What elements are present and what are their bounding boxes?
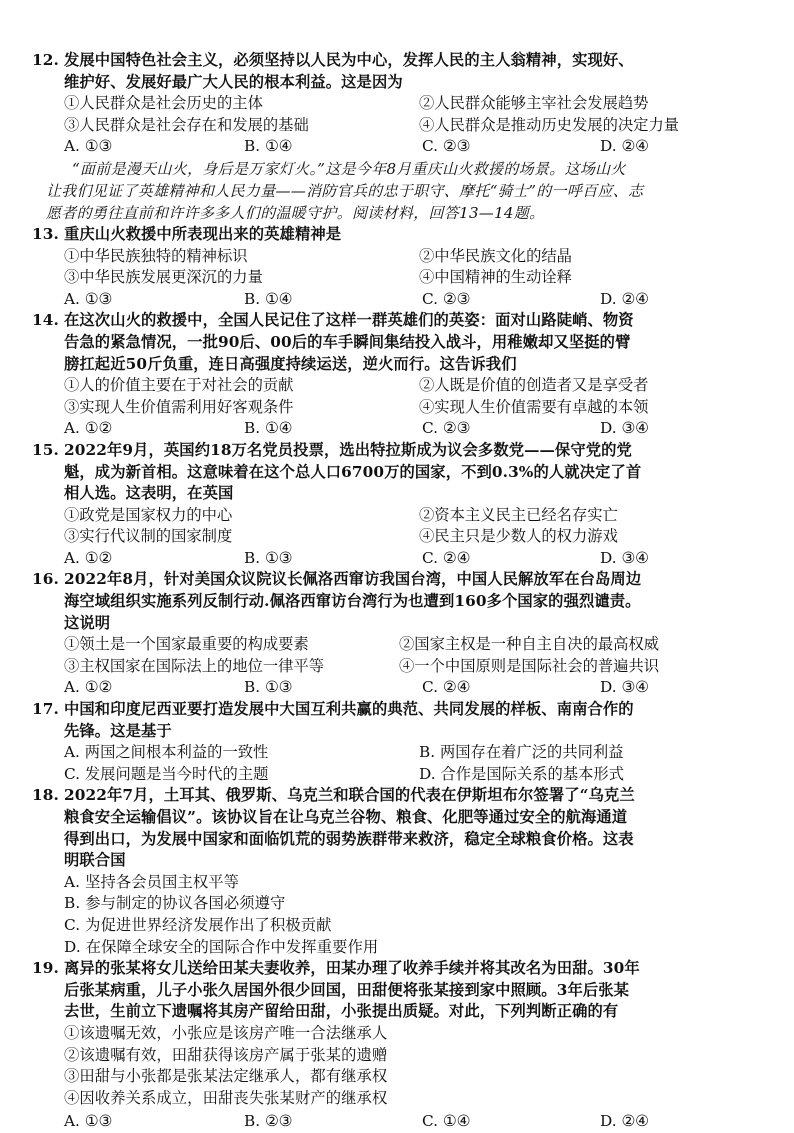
question-stem-line: 中国和印度尼西亚要打造发展中大国互利共赢的典范、共同发展的样板、南南合作的 <box>64 700 634 719</box>
choice-c: C. ②③ <box>422 419 471 438</box>
statement-2: ②资本主义民主已经名存实亡 <box>419 505 618 524</box>
choice-a: A. ①③ <box>64 289 113 308</box>
question-stem-line: 魁，成为新首相。这意味着在这个总人口6700万的国家，不到0.3%的人就决定了首 <box>64 462 642 481</box>
question-17 <box>32 699 754 785</box>
statement-2: ②中华民族文化的结晶 <box>419 246 572 265</box>
choice-b: B. ①③ <box>244 548 293 567</box>
choice-c: C. ②③ <box>422 289 471 308</box>
choice-d: D. ②④ <box>600 137 649 156</box>
choice-c: C. ②③ <box>422 137 471 156</box>
choice-a: A. ①② <box>64 419 113 438</box>
choice-b: B. ②③ <box>244 1112 293 1131</box>
statement-4: ④因收养关系成立，田甜丧失张某财产的继承权 <box>64 1088 388 1107</box>
choice-a: A. 两国之间根本利益的一致性 <box>64 743 269 762</box>
passage-line: 让我们见证了英雄精神和人民力量——消防官兵的忠于职守、摩托“骑士”的一呼百应、志 <box>46 181 644 200</box>
statement-1: ①领土是一个国家最重要的构成要素 <box>64 635 309 654</box>
statement-4: ④一个中国原则是国际社会的普遍共识 <box>399 656 660 675</box>
statement-3: ③田甜与小张都是张某法定继承人，都有继承权 <box>64 1067 388 1086</box>
question-stem-line: 在这次山火的救援中，全国人民记住了这样一群英雄们的英姿：面对山路陡峭、物资 <box>64 311 634 330</box>
question-stem-line: 得到出口，为发展中国家和面临饥荒的弱势族群带来救济，稳定全球粮食价格。这表 <box>64 829 634 848</box>
statement-3: ③人民群众是社会存在和发展的基础 <box>64 115 309 134</box>
question-number: 14. <box>32 311 59 330</box>
choice-c: C. 为促进世界经济发展作出了积极贡献 <box>64 915 332 934</box>
question-15 <box>32 440 754 570</box>
statement-3: ③主权国家在国际法上的地位一律平等 <box>64 656 325 675</box>
question-stem-line: 后张某病重，儿子小张久居国外很少回国，田甜便将张某接到家中照顾。3年后张某 <box>64 980 630 999</box>
choice-c: C. ②④ <box>422 548 471 567</box>
statement-1: ①政党是国家权力的中心 <box>64 505 233 524</box>
question-stem-line: 先锋。这是基于 <box>64 721 172 740</box>
question-stem-line: 2022年9月，英国约18万名党员投票，选出特拉斯成为议会多数党——保守党的党 <box>64 440 632 459</box>
statement-2: ②该遗嘱有效，田甜获得该房产属于张某的遗赠 <box>64 1045 388 1064</box>
choice-d: D. ③④ <box>600 419 649 438</box>
question-stem-line: 重庆山火救援中所表现出来的英雄精神是 <box>64 224 342 243</box>
question-stem-line: 发展中国特色社会主义，必须坚持以人民为中心，发挥人民的主人翁精神，实现好、 <box>64 51 634 69</box>
statement-4: ④民主只是少数人的权力游戏 <box>419 527 618 546</box>
statement-3: ③实现人生价值需利用好客观条件 <box>64 397 294 416</box>
choice-a: A. 坚持各会员国主权平等 <box>64 872 240 891</box>
passage-line: “面前是漫天山火，身后是万家灯火。”这是今年8月重庆山火救援的场景。这场山火 <box>72 159 626 178</box>
statement-2: ②人民群众能够主宰社会发展趋势 <box>419 94 649 113</box>
statement-4: ④实现人生价值需要有卓越的本领 <box>419 397 649 416</box>
choice-d: D. ③④ <box>600 548 649 567</box>
choice-d: D. ②④ <box>600 289 649 308</box>
question-stem-line: 维护好、发展好最广大人民的根本利益。这是因为 <box>64 72 403 91</box>
question-stem-line: 膀扛起近50斤负重，连日高强度持续运送，逆火而行。这告诉我们 <box>64 354 517 373</box>
question-16 <box>32 569 754 699</box>
question-stem-line: 粮食安全运输倡议”。该协议旨在让乌克兰谷物、粮食、化肥等通过安全的航海通道 <box>64 808 628 826</box>
statement-3: ③实行代议制的国家制度 <box>64 527 233 546</box>
question-stem-line: 明联合国 <box>64 851 126 870</box>
question-12 <box>32 50 754 158</box>
question-13 <box>32 224 754 310</box>
question-stem-line: 海空域组织实施系列反制行动.佩洛西窜访台湾行为也遭到160多个国家的强烈谴责。 <box>64 592 641 611</box>
choice-a: A. ①② <box>64 548 113 567</box>
question-stem-line: 去世，生前立下遗嘱将其房产留给田甜，小张提出质疑。对此，下列判断正确的有 <box>64 1002 619 1021</box>
question-stem-line: 离异的张某将女儿送给田某夫妻收养，田某办理了收养手续并将其改名为田甜。30年 <box>64 959 640 978</box>
choice-b: B. 两国存在着广泛的共同利益 <box>419 743 624 762</box>
choice-b: B. ①④ <box>244 137 293 156</box>
statement-1: ①人民群众是社会历史的主体 <box>64 94 263 113</box>
choice-b: B. ①③ <box>244 678 293 697</box>
statement-2: ②人既是价值的创造者又是享受者 <box>419 376 649 395</box>
choice-d: D. ②④ <box>600 1112 649 1131</box>
choice-d: D. ③④ <box>600 678 649 697</box>
statement-1: ①该遗嘱无效，小张应是该房产唯一合法继承人 <box>64 1023 388 1042</box>
passage-line: 愿者的勇往直前和许许多多人们的温暖守护。阅读材料，回答13—14题。 <box>46 203 545 222</box>
statement-4: ④人民群众是推动历史发展的决定力量 <box>419 115 680 134</box>
question-18 <box>32 785 754 958</box>
question-number: 13. <box>32 224 59 243</box>
choice-a: A. ①③ <box>64 1112 113 1131</box>
choice-b: B. ①④ <box>244 289 293 308</box>
choice-a: A. ①② <box>64 678 113 697</box>
question-stem-line: 相人选。这表明，在英国 <box>64 484 234 503</box>
choice-c: C. 发展问题是当今时代的主题 <box>64 764 269 783</box>
question-stem-line: 2022年8月，针对美国众议院议长佩洛西窜访我国台湾，中国人民解放军在台岛周边 <box>64 570 642 589</box>
choice-c: C. ②④ <box>422 678 471 697</box>
statement-1: ①中华民族独特的精神标识 <box>64 246 248 265</box>
question-19 <box>32 958 754 1133</box>
choice-d: D. 在保障全球安全的国际合作中发挥重要作用 <box>64 937 379 956</box>
question-number: 17. <box>32 700 59 719</box>
question-number: 18. <box>32 786 59 805</box>
question-stem-line: 告急的紧急情况，一批90后、00后的车手瞬间集结投入战斗，用稚嫩却又坚挺的臂 <box>64 332 631 351</box>
question-number: 19. <box>32 959 59 978</box>
statement-4: ④中国精神的生动诠释 <box>419 268 572 287</box>
question-stem-line: 2022年7月，土耳其、俄罗斯、乌克兰和联合国的代表在伊斯坦布尔签署了“乌克兰 <box>64 786 635 805</box>
question-stem-line: 这说明 <box>64 613 111 632</box>
choice-c: C. ①④ <box>422 1112 471 1131</box>
statement-3: ③中华民族发展更深沉的力量 <box>64 268 263 287</box>
choice-d: D. 合作是国际关系的基本形式 <box>419 764 625 783</box>
question-number: 12. <box>32 51 59 69</box>
question-number: 16. <box>32 570 59 589</box>
question-14 <box>32 310 754 440</box>
statement-2: ②国家主权是一种自主自决的最高权威 <box>399 635 660 654</box>
choice-b: B. ①④ <box>244 419 293 438</box>
question-number: 15. <box>32 440 59 459</box>
reading-passage <box>46 158 754 224</box>
choice-b: B. 参与制定的协议各国必须遵守 <box>64 894 286 913</box>
choice-a: A. ①③ <box>64 137 113 156</box>
statement-1: ①人的价值主要在于对社会的贡献 <box>64 376 294 395</box>
